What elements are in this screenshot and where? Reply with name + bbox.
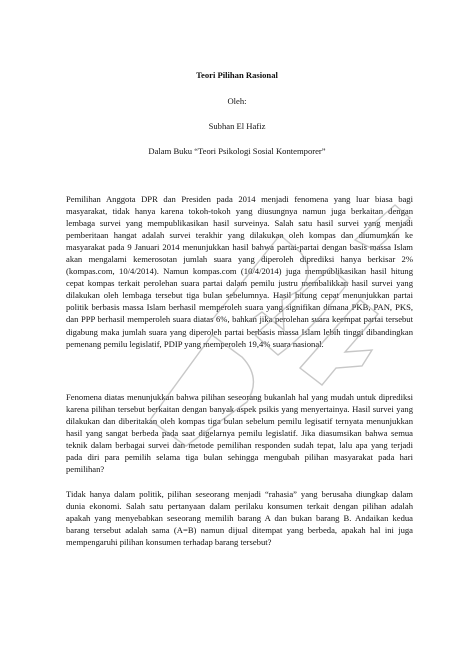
paragraph-1: Pemilihan Anggota DPR dan Presiden pada 2014 menjadi fenomena yang luar biasa bagi masyarakat, tidak hanya karena tokoh-tokoh yang diusungnya namun juga berkaitan dengan lembaga survei yang mempublikasikan hasil surveinya. Salah satu hasil survei yang menjadi pemberitaan hangat adalah survei terakhir yang dilakukan oleh kompas dan diumumkan ke masyarakat pada 9 Januari 2014 menunjukkan hasil bahwa partai-partai dengan basis massa Islam akan mengalami kemerosotan jumlah suara yang diperoleh diprediksi hanya berkisar 2% (kompas.com, 10/4/2014). Namun kompas.com (10/4/2014) juga mempublikasikan hasil hitung cepat kompas terkait perolehan suara partai dalam pemilu justru membalikkan hasil survei yang dilakukan oleh lembaga tersebut tiga bulan sebelumnya. Hasil hitung cepat menunjukkan partai politik berbasis massa Islam berhasil memperoleh suara yang signifikan dimana PKB, PAN, PKS, dan PPP berhasil memperoleh suara diatas 6%, bahkan jika perolehan suara keempat partai tersebut digabung maka jumlah suara yang diperoleh partai berbasis massa Islam lebih tinggi dibandingkan pemenang pemilu legislatif, PDIP yang memperoleh 19,4% suara nasional. [66,194,413,349]
document-title: Teori Pilihan Rasional [196,70,278,80]
book-reference: Dalam Buku “Teori Psikologi Sosial Kontemporer” [148,146,326,156]
author-name: Subhan El Hafiz [208,121,266,131]
paragraph-3: Tidak hanya dalam politik, pilihan seseorang menjadi “rahasia” yang berusaha diungkap dalam dunia ekonomi. Salah satu pertanyaan dalam perilaku konsumen terkait dengan pilihan adalah apakah yang menyebabkan seseorang memilih barang A dan bukan barang B. Andaikan kedua barang tersebut adalah sama (A=B) namun dijual ditempat yang berbeda, apakah hal ini juga mempengaruhi pilihan konsumen terhadap barang tersebut? [66,489,413,548]
byline: Oleh: [227,96,247,106]
paragraph-2: Fenomena diatas menunjukkan bahwa pilihan seseorang bukanlah hal yang mudah untuk diprediksi karena pilihan tersebut berkaitan dengan banyak aspek psikis yang menyertainya. Hasil survei yang dilakukan dan diberitakan oleh kompas tiga bulan sebelum pemilu legisatif ternyata menunjukkan hasil yang sangat berbeda pada saat digelarnya pemilu legislatif. Jika diasumsikan bahwa semua teknik dalam berbagai survei dan metode pemilihan responden sudah tepat, lalu apa yang terjadi pada diri para pemilih selama tiga bulan sehingga mengubah pilihan masyarakat pada hari pemilihan? [66,392,413,475]
